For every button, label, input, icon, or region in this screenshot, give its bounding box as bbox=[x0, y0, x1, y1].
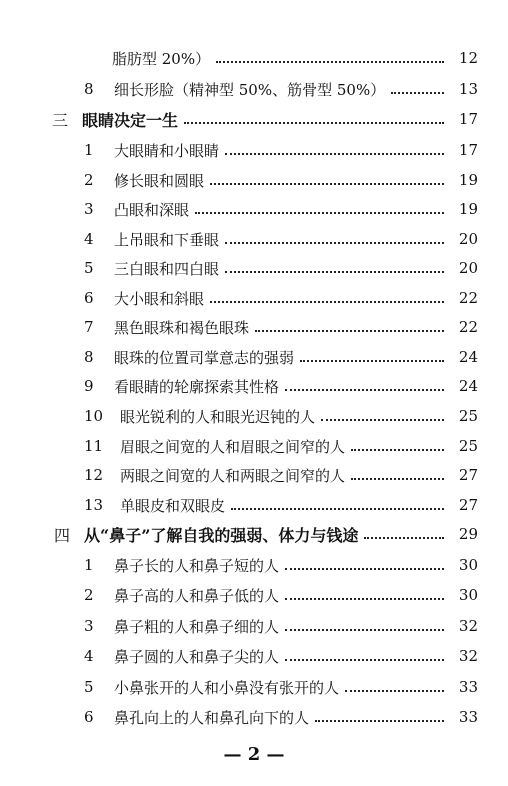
dot-leader bbox=[225, 241, 444, 244]
entry-number: 9 bbox=[84, 377, 94, 395]
entry-number: 4 bbox=[84, 647, 94, 665]
dot-leader bbox=[195, 211, 444, 214]
dot-leader bbox=[285, 567, 444, 570]
toc-section bbox=[0, 522, 508, 546]
entry-title: 看眼睛的轮廓探索其性格 bbox=[114, 377, 280, 396]
toc-entry bbox=[0, 614, 508, 638]
dot-leader bbox=[255, 329, 444, 332]
entry-page: 33 bbox=[458, 678, 478, 696]
toc-entry bbox=[0, 138, 508, 162]
entry-page: 24 bbox=[458, 348, 478, 366]
entry-page: 32 bbox=[458, 647, 478, 665]
dot-leader bbox=[315, 719, 444, 722]
entry-page: 22 bbox=[458, 289, 478, 307]
toc-entry bbox=[0, 227, 508, 251]
dot-leader bbox=[364, 536, 444, 539]
toc-entry bbox=[0, 644, 508, 668]
entry-page: 22 bbox=[458, 318, 478, 336]
entry-title: 大眼睛和小眼睛 bbox=[114, 141, 220, 160]
entry-page: 19 bbox=[458, 200, 478, 218]
entry-number: 13 bbox=[84, 496, 104, 514]
dot-leader bbox=[225, 152, 444, 155]
entry-title: 鼻子高的人和鼻子低的人 bbox=[114, 586, 280, 605]
toc-entry bbox=[0, 583, 508, 607]
entry-title: 三白眼和四白眼 bbox=[114, 259, 220, 278]
entry-number: 5 bbox=[84, 678, 94, 696]
dot-leader bbox=[391, 91, 444, 94]
entry-title: 黑色眼珠和褐色眼珠 bbox=[114, 318, 250, 337]
dot-leader bbox=[351, 448, 444, 451]
entry-title: 眼光锐利的人和眼光迟钝的人 bbox=[120, 407, 316, 426]
toc-entry bbox=[0, 168, 508, 192]
dot-leader bbox=[351, 477, 444, 480]
section-number: 四 bbox=[54, 525, 71, 545]
entry-page: 30 bbox=[458, 586, 478, 604]
toc-entry bbox=[0, 77, 508, 101]
entry-number: 1 bbox=[84, 556, 94, 574]
entry-title: 细长形脸（精神型 50%、筋骨型 50%） bbox=[114, 80, 386, 99]
entry-number: 1 bbox=[84, 141, 94, 159]
section-page: 17 bbox=[458, 110, 478, 128]
toc-entry bbox=[0, 46, 508, 70]
entry-page: 25 bbox=[458, 407, 478, 425]
entry-page: 33 bbox=[458, 708, 478, 726]
entry-title: 单眼皮和双眼皮 bbox=[120, 496, 226, 515]
toc-entry bbox=[0, 675, 508, 699]
dot-leader bbox=[285, 388, 444, 391]
dot-leader bbox=[210, 182, 444, 185]
toc-entry bbox=[0, 553, 508, 577]
entry-number: 12 bbox=[84, 466, 104, 484]
entry-page: 32 bbox=[458, 617, 478, 635]
entry-title: 凸眼和深眼 bbox=[114, 200, 190, 219]
entry-page: 20 bbox=[458, 259, 478, 277]
entry-title: 鼻孔向上的人和鼻孔向下的人 bbox=[114, 708, 310, 727]
dot-leader bbox=[216, 60, 444, 63]
entry-number: 5 bbox=[84, 259, 94, 277]
toc-entry bbox=[0, 404, 508, 428]
entry-title: 眉眼之间宽的人和眉眼之间窄的人 bbox=[120, 437, 346, 456]
entry-number: 6 bbox=[84, 289, 94, 307]
dot-leader bbox=[231, 507, 444, 510]
dot-leader bbox=[345, 689, 444, 692]
entry-number: 10 bbox=[84, 407, 104, 425]
entry-number: 2 bbox=[84, 171, 94, 189]
entry-page: 20 bbox=[458, 230, 478, 248]
entry-page: 17 bbox=[458, 141, 478, 159]
entry-page: 27 bbox=[458, 496, 478, 514]
entry-number: 8 bbox=[84, 348, 94, 366]
section-number: 三 bbox=[52, 110, 69, 130]
toc-entry bbox=[0, 374, 508, 398]
dot-leader bbox=[184, 121, 444, 124]
entry-number: 4 bbox=[84, 230, 94, 248]
entry-title: 大小眼和斜眼 bbox=[114, 289, 205, 308]
entry-title: 小鼻张开的人和小鼻没有张开的人 bbox=[114, 678, 340, 697]
entry-page: 13 bbox=[458, 80, 478, 98]
toc-entry bbox=[0, 315, 508, 339]
toc-entry bbox=[0, 434, 508, 458]
dot-leader bbox=[225, 270, 444, 273]
entry-page: 12 bbox=[458, 49, 478, 67]
section-title: 从“鼻子”了解自我的强弱、体力与钱途 bbox=[84, 525, 359, 545]
toc-entry bbox=[0, 286, 508, 310]
entry-page: 24 bbox=[458, 377, 478, 395]
dot-leader bbox=[285, 658, 444, 661]
dot-leader bbox=[285, 597, 444, 600]
toc-entry bbox=[0, 345, 508, 369]
toc-entry bbox=[0, 463, 508, 487]
entry-title: 鼻子粗的人和鼻子细的人 bbox=[114, 617, 280, 636]
page-number: — 2 — bbox=[223, 744, 285, 765]
entry-title: 两眼之间宽的人和两眼之间窄的人 bbox=[120, 466, 346, 485]
toc-section bbox=[0, 107, 508, 131]
toc-entry bbox=[0, 493, 508, 517]
toc-entry bbox=[0, 197, 508, 221]
dot-leader bbox=[210, 300, 444, 303]
section-page: 29 bbox=[458, 525, 478, 543]
entry-title: 修长眼和圆眼 bbox=[114, 171, 205, 190]
entry-number: 8 bbox=[84, 80, 94, 98]
entry-number: 2 bbox=[84, 586, 94, 604]
entry-title: 脂肪型 20%） bbox=[112, 49, 211, 68]
entry-title: 鼻子圆的人和鼻子尖的人 bbox=[114, 647, 280, 666]
dot-leader bbox=[300, 359, 444, 362]
entry-page: 30 bbox=[458, 556, 478, 574]
entry-page: 19 bbox=[458, 171, 478, 189]
entry-number: 3 bbox=[84, 617, 94, 635]
entry-page: 27 bbox=[458, 466, 478, 484]
entry-number: 11 bbox=[84, 437, 104, 455]
entry-title: 上吊眼和下垂眼 bbox=[114, 230, 220, 249]
toc-entry bbox=[0, 256, 508, 280]
entry-title: 鼻子长的人和鼻子短的人 bbox=[114, 556, 280, 575]
entry-page: 25 bbox=[458, 437, 478, 455]
dot-leader bbox=[321, 418, 444, 421]
entry-number: 6 bbox=[84, 708, 94, 726]
entry-number: 7 bbox=[84, 318, 94, 336]
dot-leader bbox=[285, 628, 444, 631]
entry-title: 眼珠的位置司掌意志的强弱 bbox=[114, 348, 295, 367]
toc-entry bbox=[0, 705, 508, 729]
entry-number: 3 bbox=[84, 200, 94, 218]
section-title: 眼睛决定一生 bbox=[82, 110, 179, 130]
